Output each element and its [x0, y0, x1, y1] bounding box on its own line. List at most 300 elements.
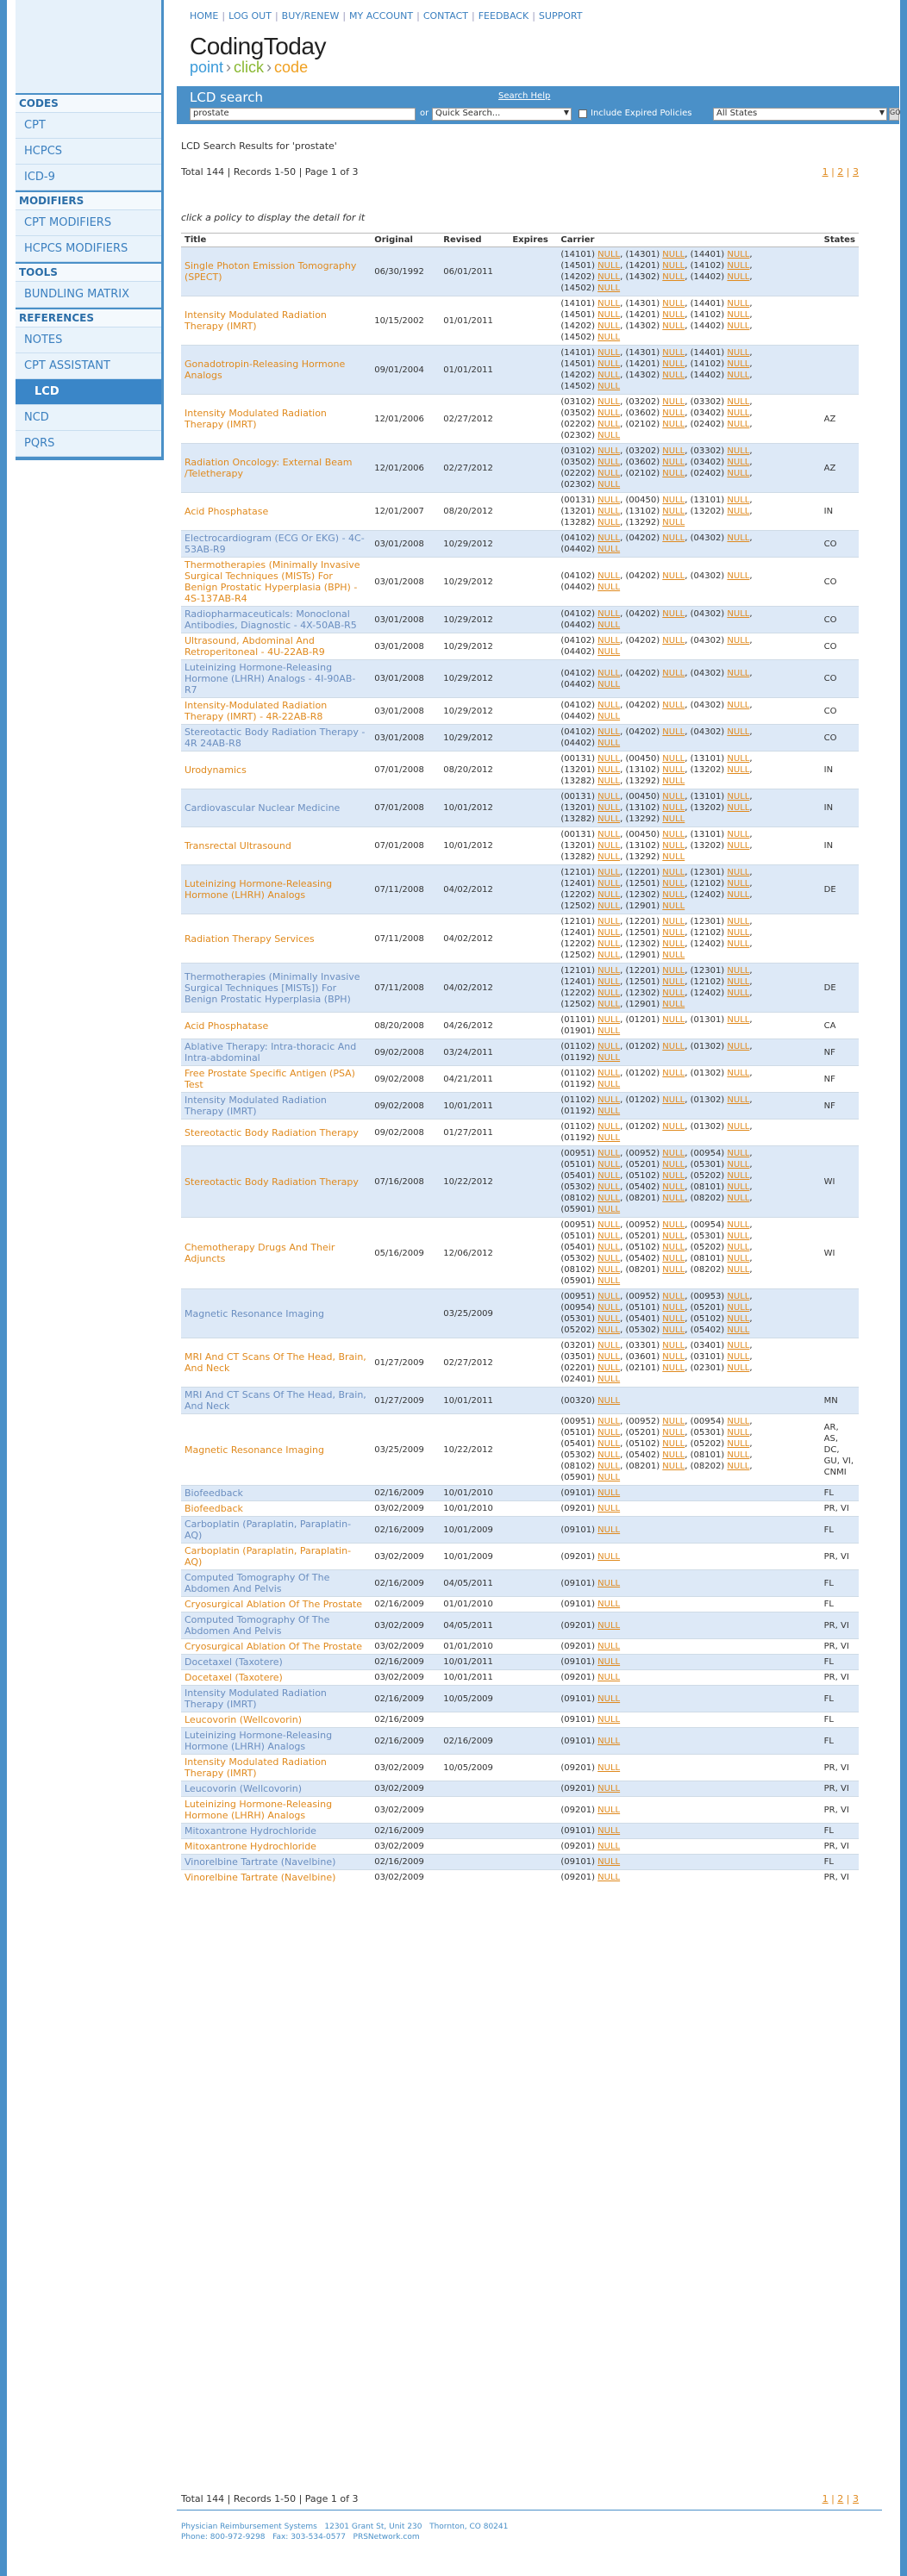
carrier-null-link[interactable]: NULL — [662, 814, 685, 824]
carrier-null-link[interactable]: NULL — [662, 1095, 685, 1105]
policy-title-link[interactable]: Leucovorin (Wellcovorin) — [181, 1781, 371, 1797]
carrier-null-link[interactable]: NULL — [597, 1842, 621, 1851]
carrier-null-link[interactable]: NULL — [727, 1182, 750, 1192]
table-row[interactable] — [181, 789, 859, 827]
carrier-null-link[interactable]: NULL — [597, 1243, 621, 1252]
policy-title-link[interactable]: Ultrasound, Abdominal And Retroperitoneal - 4U-22AB-R9 — [181, 633, 371, 660]
table-row[interactable] — [181, 1486, 859, 1501]
carrier-null-link[interactable]: NULL — [727, 420, 750, 429]
carrier-null-link[interactable]: NULL — [727, 917, 750, 926]
nav-link-feedback[interactable]: FEEDBACK — [478, 10, 529, 22]
carrier-null-link[interactable]: NULL — [727, 1325, 750, 1335]
carrier-null-link[interactable]: NULL — [727, 1450, 750, 1460]
policy-title-link[interactable]: Intensity-Modulated Radiation Therapy (IMRT) - 4R-22AB-R8 — [181, 698, 371, 725]
sidebar-item-hcpcs[interactable]: HCPCS — [16, 139, 161, 165]
carrier-null-link[interactable]: NULL — [597, 609, 621, 619]
carrier-null-link[interactable]: NULL — [597, 533, 621, 543]
carrier-null-link[interactable]: NULL — [662, 901, 685, 911]
table-row[interactable] — [181, 1855, 859, 1870]
policy-title-link[interactable]: Intensity Modulated Radiation Therapy (IMRT) — [181, 1093, 371, 1120]
table-row[interactable] — [181, 1501, 859, 1517]
carrier-null-link[interactable]: NULL — [662, 496, 685, 505]
carrier-null-link[interactable]: NULL — [597, 890, 621, 900]
carrier-null-link[interactable]: NULL — [597, 571, 621, 581]
nav-link-my-account[interactable]: MY ACCOUNT — [349, 10, 414, 22]
carrier-null-link[interactable]: NULL — [597, 1784, 621, 1793]
carrier-null-link[interactable]: NULL — [597, 939, 621, 949]
carrier-null-link[interactable]: NULL — [727, 928, 750, 938]
carrier-null-link[interactable]: NULL — [597, 852, 621, 862]
carrier-null-link[interactable]: NULL — [727, 668, 750, 678]
carrier-null-link[interactable]: NULL — [597, 1450, 621, 1460]
carrier-null-link[interactable]: NULL — [597, 1080, 621, 1089]
carrier-null-link[interactable]: NULL — [597, 1133, 621, 1143]
carrier-null-link[interactable]: NULL — [597, 1026, 621, 1036]
carrier-null-link[interactable]: NULL — [727, 1292, 750, 1301]
carrier-null-link[interactable]: NULL — [597, 636, 621, 646]
carrier-null-link[interactable]: NULL — [597, 250, 621, 259]
policy-title-link[interactable]: Docetaxel (Taxotere) — [181, 1655, 371, 1670]
carrier-null-link[interactable]: NULL — [662, 272, 685, 282]
carrier-null-link[interactable]: NULL — [597, 901, 621, 911]
carrier-null-link[interactable]: NULL — [597, 647, 621, 657]
table-row[interactable] — [181, 558, 859, 607]
carrier-null-link[interactable]: NULL — [662, 1171, 685, 1181]
table-row[interactable] — [181, 964, 859, 1013]
carrier-null-link[interactable]: NULL — [727, 966, 750, 976]
carrier-null-link[interactable]: NULL — [597, 1417, 621, 1426]
page-link[interactable]: 3 — [853, 166, 859, 178]
sidebar-item-icd-9[interactable]: ICD-9 — [16, 165, 161, 190]
carrier-null-link[interactable]: NULL — [597, 727, 621, 737]
nav-link-contact[interactable]: CONTACT — [422, 10, 468, 22]
carrier-null-link[interactable]: NULL — [662, 397, 685, 407]
carrier-null-link[interactable]: NULL — [662, 469, 685, 478]
carrier-null-link[interactable]: NULL — [662, 250, 685, 259]
policy-title-link[interactable]: Ablative Therapy: Intra-thoracic And Intra-abdominal — [181, 1039, 371, 1066]
sidebar-item-bundling-matrix[interactable]: BUNDLING MATRIX — [16, 282, 161, 308]
sidebar-item-hcpcs-modifiers[interactable]: HCPCS MODIFIERS — [16, 236, 161, 262]
carrier-null-link[interactable]: NULL — [727, 939, 750, 949]
policy-title-link[interactable]: Transrectal Ultrasound — [181, 827, 371, 865]
carrier-null-link[interactable]: NULL — [727, 1160, 750, 1169]
policy-title-link[interactable]: Vinorelbine Tartrate (Navelbine) — [181, 1855, 371, 1870]
policy-title-link[interactable]: Stereotactic Body Radiation Therapy - 4R 24AB-R8 — [181, 725, 371, 752]
policy-title-link[interactable]: MRI And CT Scans Of The Head, Brain, And Neck — [181, 1338, 371, 1388]
carrier-null-link[interactable]: NULL — [597, 1053, 621, 1063]
carrier-null-link[interactable]: NULL — [597, 299, 621, 309]
carrier-null-link[interactable]: NULL — [727, 348, 750, 358]
table-row[interactable] — [181, 1824, 859, 1839]
column-header-states[interactable]: States — [821, 234, 859, 247]
carrier-null-link[interactable]: NULL — [597, 1314, 621, 1324]
carrier-null-link[interactable]: NULL — [727, 1303, 750, 1313]
carrier-null-link[interactable]: NULL — [597, 679, 621, 689]
policy-title-link[interactable]: Intensity Modulated Radiation Therapy (IMRT) — [181, 395, 371, 444]
carrier-null-link[interactable]: NULL — [597, 1254, 621, 1263]
carrier-null-link[interactable]: NULL — [597, 777, 621, 786]
carrier-null-link[interactable]: NULL — [727, 830, 750, 839]
carrier-null-link[interactable]: NULL — [597, 321, 621, 331]
carrier-null-link[interactable]: NULL — [662, 359, 685, 369]
carrier-null-link[interactable]: NULL — [727, 977, 750, 987]
carrier-null-link[interactable]: NULL — [597, 1220, 621, 1230]
table-row[interactable] — [181, 698, 859, 725]
carrier-null-link[interactable]: NULL — [727, 1265, 750, 1275]
carrier-null-link[interactable]: NULL — [662, 1439, 685, 1449]
carrier-null-link[interactable]: NULL — [662, 1122, 685, 1132]
carrier-null-link[interactable]: NULL — [662, 754, 685, 764]
carrier-null-link[interactable]: NULL — [662, 1000, 685, 1009]
policy-title-link[interactable]: Mitoxantrone Hydrochloride — [181, 1839, 371, 1855]
carrier-null-link[interactable]: NULL — [597, 1462, 621, 1471]
carrier-null-link[interactable]: NULL — [727, 299, 750, 309]
table-row[interactable] — [181, 827, 859, 865]
policy-title-link[interactable]: Thermotherapies (Minimally Invasive Surgical Techniques (MISTs) For Benign Prostatic Hyperplasia (BPH) - 4S-137AB-R4 — [181, 558, 371, 607]
table-row[interactable] — [181, 1797, 859, 1824]
carrier-null-link[interactable]: NULL — [662, 348, 685, 358]
carrier-null-link[interactable]: NULL — [597, 1805, 621, 1815]
carrier-null-link[interactable]: NULL — [662, 989, 685, 998]
carrier-null-link[interactable]: NULL — [727, 1149, 750, 1158]
policy-title-link[interactable]: Electrocardiogram (ECG Or EKG) - 4C-53AB-R9 — [181, 531, 371, 558]
carrier-null-link[interactable]: NULL — [727, 409, 750, 418]
table-row[interactable] — [181, 607, 859, 633]
carrier-null-link[interactable]: NULL — [597, 928, 621, 938]
policy-title-link[interactable]: Magnetic Resonance Imaging — [181, 1414, 371, 1486]
policy-title-link[interactable]: Chemotherapy Drugs And Their Adjuncts — [181, 1218, 371, 1289]
carrier-null-link[interactable]: NULL — [727, 371, 750, 380]
table-row[interactable] — [181, 1013, 859, 1039]
carrier-null-link[interactable]: NULL — [727, 1220, 750, 1230]
carrier-null-link[interactable]: NULL — [662, 1220, 685, 1230]
carrier-null-link[interactable]: NULL — [597, 1015, 621, 1025]
carrier-null-link[interactable]: NULL — [597, 480, 621, 490]
table-row[interactable] — [181, 1093, 859, 1120]
policy-title-link[interactable]: Luteinizing Hormone-Releasing Hormone (LHRH) Analogs — [181, 1728, 371, 1755]
carrier-null-link[interactable]: NULL — [597, 621, 621, 630]
carrier-null-link[interactable]: NULL — [727, 890, 750, 900]
carrier-null-link[interactable]: NULL — [597, 1160, 621, 1169]
carrier-null-link[interactable]: NULL — [597, 1107, 621, 1116]
table-row[interactable] — [181, 1289, 859, 1338]
carrier-null-link[interactable]: NULL — [727, 359, 750, 369]
carrier-null-link[interactable]: NULL — [727, 469, 750, 478]
carrier-null-link[interactable]: NULL — [662, 571, 685, 581]
carrier-null-link[interactable]: NULL — [662, 409, 685, 418]
carrier-null-link[interactable]: NULL — [597, 1673, 621, 1682]
carrier-null-link[interactable]: NULL — [662, 321, 685, 331]
carrier-null-link[interactable]: NULL — [597, 1325, 621, 1335]
policy-title-link[interactable]: Stereotactic Body Radiation Therapy — [181, 1120, 371, 1146]
carrier-null-link[interactable]: NULL — [727, 261, 750, 271]
table-row[interactable] — [181, 1670, 859, 1686]
carrier-null-link[interactable]: NULL — [597, 507, 621, 516]
policy-title-link[interactable]: Intensity Modulated Radiation Therapy (IMRT) — [181, 296, 371, 346]
column-header-carrier[interactable]: Carrier — [557, 234, 820, 247]
carrier-null-link[interactable]: NULL — [727, 507, 750, 516]
table-row[interactable] — [181, 395, 859, 444]
carrier-null-link[interactable]: NULL — [662, 803, 685, 813]
nav-link-home[interactable]: HOME — [190, 10, 219, 22]
carrier-null-link[interactable]: NULL — [597, 1303, 621, 1313]
carrier-null-link[interactable]: NULL — [727, 533, 750, 543]
carrier-null-link[interactable]: NULL — [597, 458, 621, 467]
carrier-null-link[interactable]: NULL — [662, 446, 685, 456]
policy-title-link[interactable]: Carboplatin (Paraplatin, Paraplatin-AQ) — [181, 1544, 371, 1570]
table-row[interactable] — [181, 752, 859, 789]
carrier-null-link[interactable]: NULL — [597, 879, 621, 889]
policy-title-link[interactable]: Radiopharmaceuticals: Monoclonal Antibodies, Diagnostic - 4X-50AB-R5 — [181, 607, 371, 633]
carrier-null-link[interactable]: NULL — [727, 609, 750, 619]
carrier-null-link[interactable]: NULL — [597, 1600, 621, 1609]
policy-title-link[interactable]: Docetaxel (Taxotere) — [181, 1670, 371, 1686]
carrier-null-link[interactable]: NULL — [662, 1325, 685, 1335]
table-row[interactable] — [181, 1839, 859, 1855]
sidebar-item-notes[interactable]: NOTES — [16, 327, 161, 353]
carrier-null-link[interactable]: NULL — [597, 1205, 621, 1214]
carrier-null-link[interactable]: NULL — [662, 1160, 685, 1169]
policy-title-link[interactable]: Cryosurgical Ablation Of The Prostate — [181, 1639, 371, 1655]
sidebar-item-cpt-assistant[interactable]: CPT ASSISTANT — [16, 353, 161, 379]
carrier-null-link[interactable]: NULL — [597, 1194, 621, 1203]
table-row[interactable] — [181, 1712, 859, 1728]
table-row[interactable] — [181, 1639, 859, 1655]
carrier-null-link[interactable]: NULL — [597, 518, 621, 527]
carrier-null-link[interactable]: NULL — [727, 1417, 750, 1426]
carrier-null-link[interactable]: NULL — [662, 1232, 685, 1241]
carrier-null-link[interactable]: NULL — [662, 1314, 685, 1324]
carrier-null-link[interactable]: NULL — [662, 1015, 685, 1025]
carrier-null-link[interactable]: NULL — [662, 1182, 685, 1192]
carrier-null-link[interactable]: NULL — [597, 409, 621, 418]
policy-title-link[interactable]: Magnetic Resonance Imaging — [181, 1289, 371, 1338]
carrier-null-link[interactable]: NULL — [727, 1314, 750, 1324]
carrier-null-link[interactable]: NULL — [597, 1122, 621, 1132]
carrier-null-link[interactable]: NULL — [597, 792, 621, 801]
table-row[interactable] — [181, 1612, 859, 1639]
carrier-null-link[interactable]: NULL — [662, 371, 685, 380]
carrier-null-link[interactable]: NULL — [597, 359, 621, 369]
policy-title-link[interactable]: Thermotherapies (Minimally Invasive Surgical Techniques [MISTs]) For Benign Prostatic Hyperplasia (BPH) — [181, 964, 371, 1013]
carrier-null-link[interactable]: NULL — [727, 250, 750, 259]
carrier-null-link[interactable]: NULL — [597, 1488, 621, 1498]
policy-title-link[interactable]: Radiation Therapy Services — [181, 914, 371, 964]
carrier-null-link[interactable]: NULL — [727, 989, 750, 998]
carrier-null-link[interactable]: NULL — [597, 261, 621, 271]
carrier-null-link[interactable]: NULL — [662, 1428, 685, 1438]
carrier-null-link[interactable]: NULL — [597, 496, 621, 505]
carrier-null-link[interactable]: NULL — [597, 977, 621, 987]
carrier-null-link[interactable]: NULL — [727, 397, 750, 407]
logo[interactable] — [190, 33, 326, 77]
policy-title-link[interactable]: Computed Tomography Of The Abdomen And Pelvis — [181, 1570, 371, 1597]
carrier-null-link[interactable]: NULL — [597, 868, 621, 877]
carrier-null-link[interactable]: NULL — [597, 1693, 621, 1704]
carrier-null-link[interactable]: NULL — [662, 518, 685, 527]
carrier-null-link[interactable]: NULL — [662, 1363, 685, 1373]
policy-title-link[interactable]: Vinorelbine Tartrate (Navelbine) — [181, 1870, 371, 1886]
carrier-null-link[interactable]: NULL — [662, 939, 685, 949]
carrier-null-link[interactable]: NULL — [597, 754, 621, 764]
column-header-revised[interactable]: Revised — [440, 234, 509, 247]
carrier-null-link[interactable]: NULL — [597, 431, 621, 440]
table-row[interactable] — [181, 725, 859, 752]
carrier-null-link[interactable]: NULL — [662, 917, 685, 926]
states-select[interactable] — [713, 108, 887, 121]
carrier-null-link[interactable]: NULL — [597, 420, 621, 429]
sidebar-item-pqrs[interactable]: PQRS — [16, 431, 161, 457]
carrier-null-link[interactable]: NULL — [597, 446, 621, 456]
carrier-null-link[interactable]: NULL — [662, 879, 685, 889]
page-link[interactable]: 2 — [837, 2493, 844, 2504]
carrier-null-link[interactable]: NULL — [597, 739, 621, 748]
carrier-null-link[interactable]: NULL — [597, 966, 621, 976]
carrier-null-link[interactable]: NULL — [597, 1341, 621, 1350]
table-row[interactable] — [181, 914, 859, 964]
carrier-null-link[interactable]: NULL — [597, 397, 621, 407]
carrier-null-link[interactable]: NULL — [597, 583, 621, 592]
carrier-null-link[interactable]: NULL — [662, 458, 685, 467]
table-row[interactable] — [181, 633, 859, 660]
carrier-null-link[interactable]: NULL — [662, 841, 685, 851]
page-link[interactable]: 3 — [853, 2493, 859, 2504]
carrier-null-link[interactable]: NULL — [727, 792, 750, 801]
carrier-null-link[interactable]: NULL — [597, 1642, 621, 1651]
carrier-null-link[interactable]: NULL — [662, 701, 685, 710]
carrier-null-link[interactable]: NULL — [727, 1254, 750, 1263]
carrier-null-link[interactable]: NULL — [727, 1171, 750, 1181]
carrier-null-link[interactable]: NULL — [662, 1352, 685, 1362]
carrier-null-link[interactable]: NULL — [727, 765, 750, 775]
carrier-null-link[interactable]: NULL — [597, 1473, 621, 1482]
policy-title-link[interactable]: Intensity Modulated Radiation Therapy (IMRT) — [181, 1686, 371, 1712]
carrier-null-link[interactable]: NULL — [662, 1292, 685, 1301]
column-header-title[interactable]: Title — [181, 234, 371, 247]
carrier-null-link[interactable]: NULL — [662, 977, 685, 987]
policy-title-link[interactable]: Carboplatin (Paraplatin, Paraplatin-AQ) — [181, 1517, 371, 1544]
carrier-null-link[interactable]: NULL — [662, 1303, 685, 1313]
carrier-null-link[interactable]: NULL — [597, 284, 621, 293]
carrier-null-link[interactable]: NULL — [597, 1826, 621, 1836]
carrier-null-link[interactable]: NULL — [727, 496, 750, 505]
carrier-null-link[interactable]: NULL — [727, 841, 750, 851]
carrier-null-link[interactable]: NULL — [597, 765, 621, 775]
policy-title-link[interactable]: Gonadotropin-Releasing Hormone Analogs — [181, 346, 371, 395]
table-row[interactable] — [181, 1870, 859, 1886]
table-row[interactable] — [181, 1039, 859, 1066]
carrier-null-link[interactable]: NULL — [662, 507, 685, 516]
carrier-null-link[interactable]: NULL — [662, 261, 685, 271]
carrier-null-link[interactable]: NULL — [597, 1232, 621, 1241]
policy-title-link[interactable]: Radiation Oncology: External Beam /Teletherapy — [181, 444, 371, 493]
carrier-null-link[interactable]: NULL — [597, 1000, 621, 1009]
table-row[interactable] — [181, 1120, 859, 1146]
carrier-null-link[interactable]: NULL — [662, 533, 685, 543]
carrier-null-link[interactable]: NULL — [662, 868, 685, 877]
carrier-null-link[interactable]: NULL — [597, 310, 621, 320]
carrier-null-link[interactable]: NULL — [597, 803, 621, 813]
carrier-null-link[interactable]: NULL — [727, 701, 750, 710]
carrier-null-link[interactable]: NULL — [662, 668, 685, 678]
carrier-null-link[interactable]: NULL — [662, 966, 685, 976]
carrier-null-link[interactable]: NULL — [597, 830, 621, 839]
carrier-null-link[interactable]: NULL — [727, 446, 750, 456]
carrier-null-link[interactable]: NULL — [597, 371, 621, 380]
carrier-null-link[interactable]: NULL — [597, 951, 621, 960]
carrier-null-link[interactable]: NULL — [662, 1069, 685, 1078]
policy-title-link[interactable]: Free Prostate Specific Antigen (PSA) Test — [181, 1066, 371, 1093]
carrier-null-link[interactable]: NULL — [597, 272, 621, 282]
carrier-null-link[interactable]: NULL — [597, 545, 621, 554]
carrier-null-link[interactable]: NULL — [727, 458, 750, 467]
carrier-null-link[interactable]: NULL — [727, 1042, 750, 1051]
carrier-null-link[interactable]: NULL — [662, 420, 685, 429]
carrier-null-link[interactable]: NULL — [597, 1182, 621, 1192]
carrier-null-link[interactable]: NULL — [662, 1042, 685, 1051]
carrier-null-link[interactable]: NULL — [727, 754, 750, 764]
nav-link-support[interactable]: SUPPORT — [538, 10, 583, 22]
carrier-null-link[interactable]: NULL — [597, 1551, 621, 1562]
carrier-null-link[interactable]: NULL — [662, 1417, 685, 1426]
policy-title-link[interactable]: Computed Tomography Of The Abdomen And Pelvis — [181, 1612, 371, 1639]
carrier-null-link[interactable]: NULL — [727, 571, 750, 581]
carrier-null-link[interactable]: NULL — [662, 310, 685, 320]
policy-title-link[interactable]: Mitoxantrone Hydrochloride — [181, 1824, 371, 1839]
carrier-null-link[interactable]: NULL — [662, 1149, 685, 1158]
carrier-null-link[interactable]: NULL — [597, 1657, 621, 1667]
carrier-null-link[interactable]: NULL — [597, 1525, 621, 1535]
carrier-null-link[interactable]: NULL — [597, 469, 621, 478]
carrier-null-link[interactable]: NULL — [597, 1428, 621, 1438]
table-row[interactable] — [181, 1338, 859, 1388]
table-row[interactable] — [181, 444, 859, 493]
carrier-null-link[interactable]: NULL — [662, 636, 685, 646]
search-help-link[interactable]: Search Help — [498, 91, 551, 101]
carrier-null-link[interactable]: NULL — [662, 951, 685, 960]
carrier-null-link[interactable]: NULL — [727, 1015, 750, 1025]
carrier-null-link[interactable]: NULL — [727, 879, 750, 889]
carrier-null-link[interactable]: NULL — [662, 928, 685, 938]
carrier-null-link[interactable]: NULL — [597, 1736, 621, 1746]
carrier-null-link[interactable]: NULL — [662, 1450, 685, 1460]
carrier-null-link[interactable]: NULL — [662, 1243, 685, 1252]
carrier-null-link[interactable]: NULL — [597, 1352, 621, 1362]
sidebar-item-cpt-modifiers[interactable]: CPT MODIFIERS — [16, 210, 161, 236]
carrier-null-link[interactable]: NULL — [597, 1095, 621, 1105]
policy-title-link[interactable]: Single Photon Emission Tomography (SPECT) — [181, 247, 371, 296]
carrier-null-link[interactable]: NULL — [727, 1439, 750, 1449]
carrier-null-link[interactable]: NULL — [727, 1363, 750, 1373]
go-button[interactable]: GO — [889, 108, 899, 121]
carrier-null-link[interactable]: NULL — [727, 803, 750, 813]
carrier-null-link[interactable]: NULL — [597, 989, 621, 998]
carrier-null-link[interactable]: NULL — [727, 1462, 750, 1471]
carrier-null-link[interactable]: NULL — [727, 1122, 750, 1132]
carrier-null-link[interactable]: NULL — [597, 1715, 621, 1725]
policy-title-link[interactable]: Stereotactic Body Radiation Therapy — [181, 1146, 371, 1218]
carrier-null-link[interactable]: NULL — [662, 830, 685, 839]
carrier-null-link[interactable]: NULL — [597, 1042, 621, 1051]
carrier-null-link[interactable]: NULL — [727, 1428, 750, 1438]
carrier-null-link[interactable]: NULL — [597, 1439, 621, 1449]
policy-title-link[interactable]: Leucovorin (Wellcovorin) — [181, 1712, 371, 1728]
carrier-null-link[interactable]: NULL — [597, 1375, 621, 1384]
carrier-null-link[interactable]: NULL — [662, 1265, 685, 1275]
table-row[interactable] — [181, 247, 859, 296]
carrier-null-link[interactable]: NULL — [727, 727, 750, 737]
column-header-expires[interactable]: Expires — [509, 234, 557, 247]
